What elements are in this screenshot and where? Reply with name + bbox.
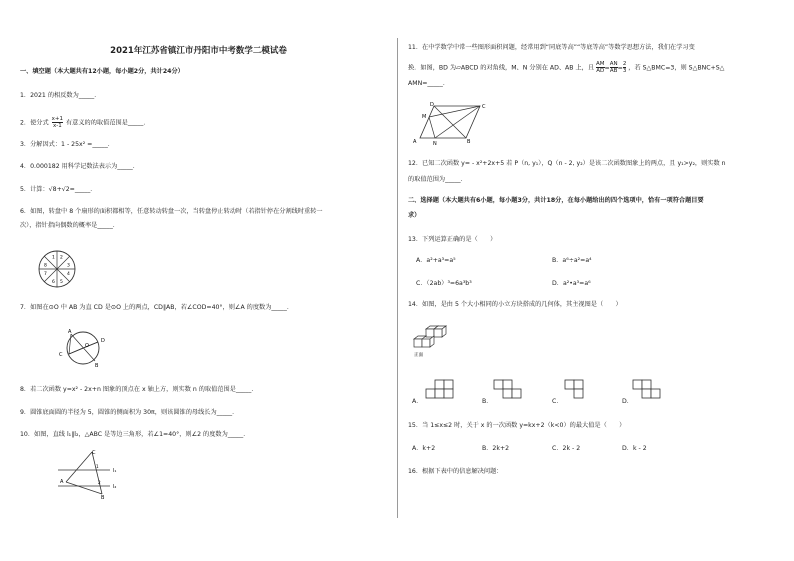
question-6-line-2: 次），指针指向偶数的概率是_____． <box>20 222 119 229</box>
cube-solid-figure <box>412 325 456 359</box>
question-6-line-1: 6．如图，转盘中 8 个扇形的面积都相等，任意转动转盘一次，当转盘停止转动时（若指针停在分割线时重转一 <box>20 208 323 215</box>
point-b-label: B <box>95 363 99 368</box>
angle-1-label: 1 <box>96 464 99 469</box>
wheel-label-2: 2 <box>60 255 63 261</box>
line-l1-label: l₁ <box>113 468 117 474</box>
fraction-numerator: x+1 <box>51 116 64 122</box>
question-11-text-b: ，若 S△BMC=3，则 S△BNC+S△ <box>628 64 725 72</box>
question-15-option-d: D．k - 2 <box>622 445 647 452</box>
question-13-option-c: C．（2ab）³=6a³b³ <box>416 280 472 287</box>
question-13-option-d: D．a²•a³=a⁶ <box>552 280 591 287</box>
circle-figure <box>55 328 115 368</box>
question-4: 4．0.000182 用科学记数法表示为_____． <box>20 163 139 170</box>
line-l2-label: l₂ <box>113 484 117 490</box>
question-10: 10．如图，直线 l₁∥l₂，△ABC 是等边三角形，若∠1=40°，则∠2 的度数为_____． <box>20 431 250 438</box>
point-a-label: A <box>413 139 417 145</box>
fraction <box>52 116 63 129</box>
point-m-label: M <box>422 114 427 120</box>
question-15: 15．当 1≤x≤2 时，关于 x 的一次函数 y=kx+2（k<0）的最大值是（ ） <box>408 422 626 429</box>
question-11-text-a: 换．如图，BD 为▱ABCD 的对角线，M、N 分别在 AD、AB 上，且 <box>408 64 595 72</box>
question-15-option-c: C．2k - 2 <box>552 445 581 452</box>
question-2-suffix: 有意义的的取值范围是_____． <box>66 119 150 127</box>
option-c-view <box>564 378 594 408</box>
point-c-label: C <box>92 450 96 456</box>
wheel-label-8: 8 <box>44 263 47 269</box>
question-13-option-b: B．a⁶÷a²=a⁴ <box>552 257 592 264</box>
point-b-label: B <box>467 139 471 145</box>
section-choice-heading-line-1: 二、选择题（本大题共有6小题，每小题3分，共计18分，在每小题给出的四个选项中，恰有一项符合题目要 <box>408 197 704 204</box>
fraction-denominator: 3 <box>622 68 627 74</box>
question-15-option-a: A．k+2 <box>412 445 436 452</box>
question-3: 3．分解因式：1 - 25x² =_____． <box>20 141 114 148</box>
question-14-option-b: B． <box>482 398 493 405</box>
question-14: 14．如图，是由 5 个大小相同的小立方块搭成的几何体，其主视图是（ ） <box>408 301 622 308</box>
option-b-view <box>493 378 523 408</box>
question-2 <box>20 116 150 129</box>
question-12-line-2: 的取值范围为_____． <box>408 176 467 183</box>
question-7: 7．如图在⊙O 中 AB 为直 CD 是⊙O 上的两点，CD∥AB，若∠COD=40°，则∠A 的度数为_____． <box>20 304 294 311</box>
section-choice-heading-line-2: 求） <box>408 212 421 219</box>
wheel-label-4: 4 <box>67 272 70 277</box>
question-14-option-a: A． <box>412 398 423 405</box>
point-a-label: A <box>68 329 72 335</box>
wheel-label-7: 7 <box>44 272 47 277</box>
fraction-denominator: AB <box>609 68 618 74</box>
wheel-label-5: 5 <box>60 280 63 285</box>
point-c-label: C <box>482 104 486 110</box>
fraction-two-thirds <box>623 61 627 74</box>
wheel-label-3: 3 <box>67 263 70 269</box>
fraction-denominator: AD <box>596 68 605 74</box>
point-d-label: D <box>430 102 434 108</box>
point-c-label: C <box>59 352 63 358</box>
question-13: 13．下列运算正确的是（ ） <box>408 236 497 243</box>
fraction-an-ab <box>610 61 618 74</box>
angle-2-label: 2 <box>98 480 101 485</box>
question-11-line-2: 换．如图，BD 为▱ABCD 的对角线，M、N 分别在 AD、AB 上，且 $\frac{AM}{AD}$ = $\frac{AN}{AB}$ = $\frac{2}{3}$ ，若 S△BMC=3，则 S△BNC+S△ <box>408 61 725 74</box>
question-8: 8．若二次函数 y=x² - 2x+n 图象的顶点在 x 轴上方，则实数 n 的取值范围是_____． <box>20 386 258 393</box>
wheel-label-1: 1 <box>52 255 55 261</box>
section-fill-in-heading: 一、填空题（本大题共有12小题，每小题2分，共计24分） <box>20 68 184 75</box>
question-5: 5．计算：√8+√2=_____． <box>20 186 97 193</box>
point-o-label: O <box>85 343 89 349</box>
point-d-label: D <box>101 338 105 344</box>
fraction-numerator: 2 <box>622 61 627 67</box>
fraction-am-ad <box>596 61 605 74</box>
question-14-option-c: C． <box>552 398 563 405</box>
point-a-label: A <box>60 479 64 485</box>
parallelogram-figure <box>408 100 492 146</box>
column-divider <box>397 38 398 518</box>
question-9: 9．圆锥底面圆的半径为 5，圆锥的侧面积为 30π，则该圆锥的母线长为_____． <box>20 409 239 416</box>
question-15-option-b: B．2k+2 <box>482 445 510 452</box>
fraction-denominator: x-1 <box>52 123 62 129</box>
option-d-view <box>632 378 662 408</box>
spinner-wheel-figure <box>37 249 77 289</box>
wheel-label-6: 6 <box>52 280 55 285</box>
question-12-line-1: 12．已知二次函数 y= - x²+2x+5 若 P（n, y₁），Q（n - 2, y₂）是该二次函数图象上的两点，且 y₁>y₂，则实数 n <box>408 160 726 167</box>
question-14-option-d: D． <box>622 398 633 405</box>
question-13-option-a: A．a²+a³=a⁵ <box>416 257 456 264</box>
fraction-numerator: AM <box>596 61 605 67</box>
front-view-label: 正面 <box>414 353 423 358</box>
fraction-numerator: AN <box>609 61 618 67</box>
parallel-lines-figure <box>56 448 126 500</box>
question-1: 1．2021 的相反数为_____． <box>20 92 101 99</box>
question-11-line-3: AMN=_____． <box>408 80 450 87</box>
question-2-prefix: 2．使分式 <box>20 119 49 127</box>
page-title: 2021年江苏省镇江市丹阳市中考数学二模试卷 <box>110 46 287 56</box>
question-16: 16．根据下表中的信息解决问题： <box>408 468 503 475</box>
option-a-view <box>425 378 455 408</box>
point-n-label: N <box>433 141 437 146</box>
point-b-label: B <box>101 495 105 500</box>
question-11-line-1: 11．在中学数学中常一些图形面积问题，经常用到“同底等高”“等底等高”等数学思想方法，我们在学习变 <box>408 44 695 51</box>
